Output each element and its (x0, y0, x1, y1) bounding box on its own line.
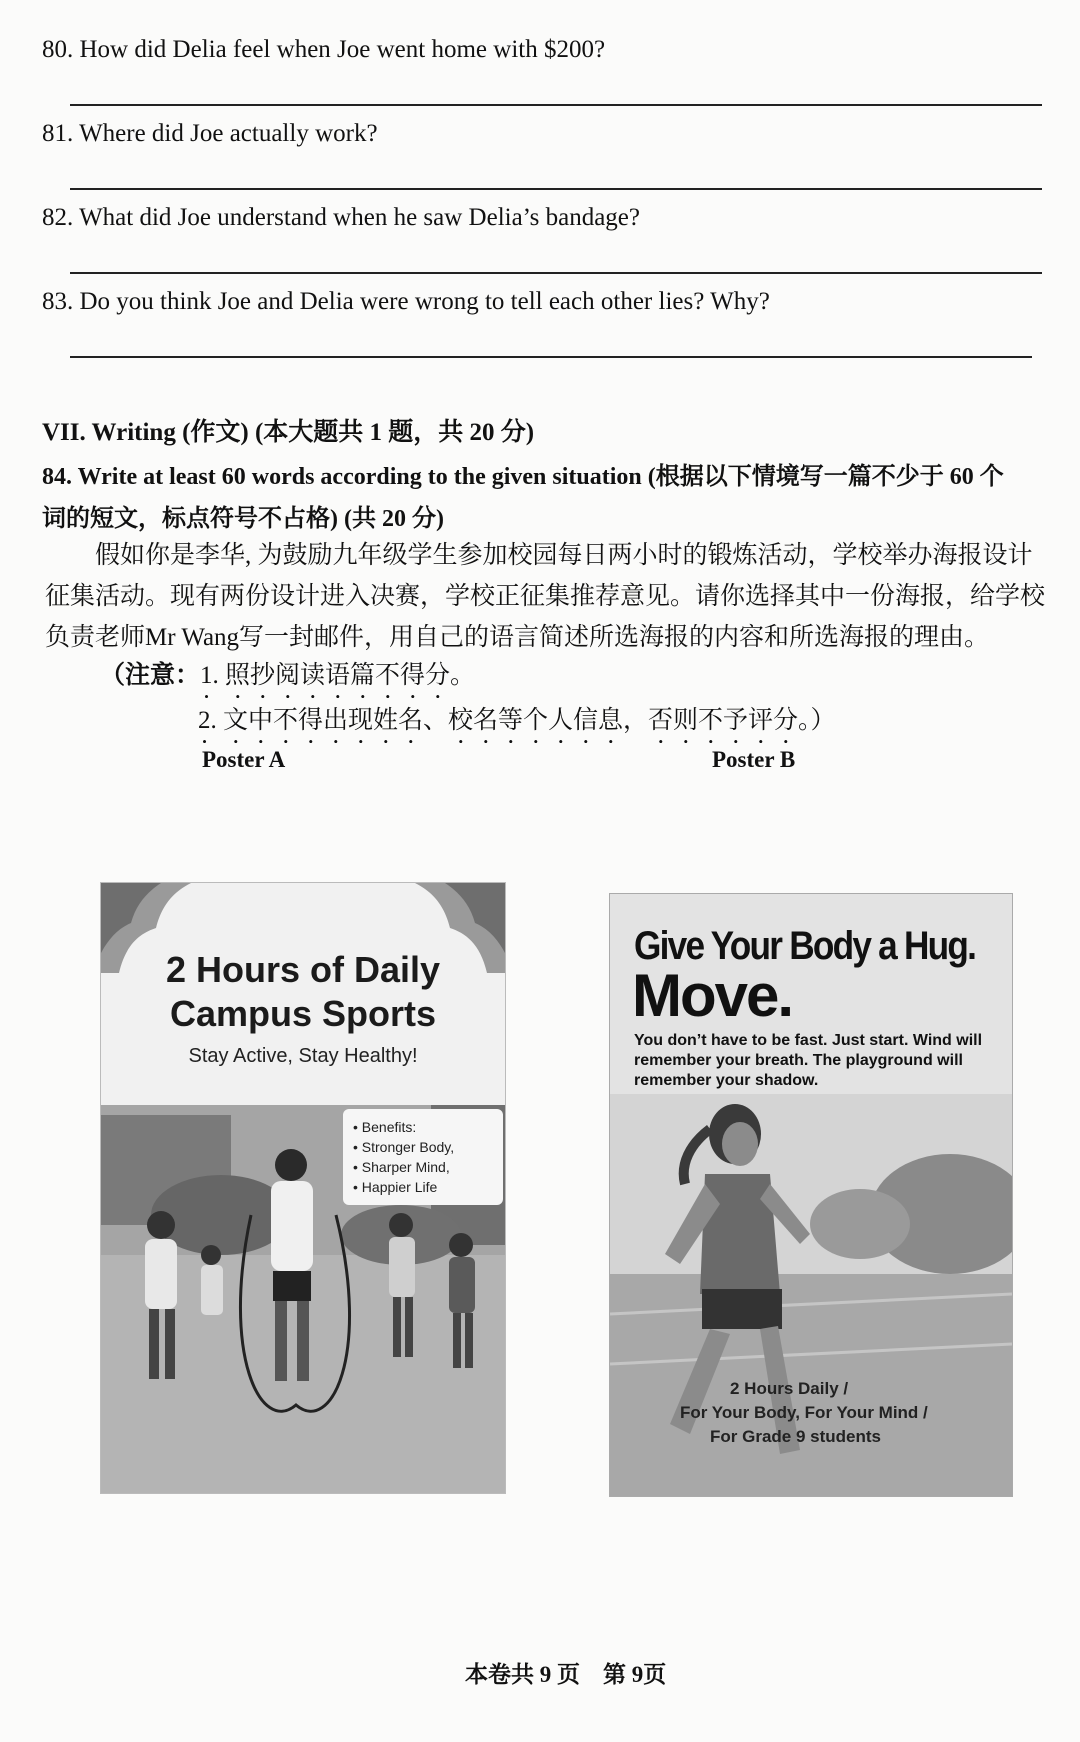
answer-line-80[interactable] (70, 104, 1042, 106)
poster-a-title-line-2: Campus Sports (169, 993, 437, 1034)
question-number: 82. (42, 204, 74, 231)
section-title: VII. Writing (作文) (本大题共 1 题，共 20 分) (42, 419, 535, 446)
poster-b-tag: For Your Body, For Your Mind / (680, 1403, 928, 1422)
poster-b-tag: 2 Hours Daily / (730, 1379, 849, 1398)
poster-b (609, 893, 1013, 1497)
poster-b-label: Poster B (712, 747, 796, 772)
question-text: What did Joe understand when he saw Delia’s bandage? (79, 204, 640, 231)
benefit-item: • Sharper Mind, (353, 1159, 450, 1175)
answer-line-82[interactable] (70, 272, 1042, 274)
poster-a (100, 882, 506, 1494)
benefit-item: • Stronger Body, (353, 1139, 455, 1155)
note-1: 1. 照抄阅读语篇不得分。 (200, 662, 476, 689)
poster-b-tagline: You don’t have to be fast. Just start. Wind will remember your breath. The playground will remember your shadow. (634, 1032, 983, 1089)
question-number: 81. (42, 120, 74, 147)
task-instruction-en: 84. Write at least 60 words according to the given situation (42, 464, 642, 490)
question-82 (42, 204, 640, 232)
poster-a-label: Poster A (202, 747, 286, 772)
poster-b-tags (680, 1377, 1000, 1449)
page-footer: 本卷共 9 页 第 9页 (465, 1662, 667, 1687)
answer-line-83[interactable] (70, 356, 1032, 358)
note-line-1 (100, 655, 475, 704)
task-line-1 (42, 456, 1004, 491)
question-83 (42, 288, 770, 316)
poster-a-subtitle: Stay Active, Stay Healthy! (188, 1045, 418, 1067)
task-line-2: 词的短文，标点符号不占格) (共 20 分) (42, 506, 444, 532)
situation-text: 假如你是李华, 为鼓励九年级学生参加校园每日两小时的锻炼活动，学校举办海报设计征集活动。现有两份设计进入决赛，学校正征集推荐意见。请你选择其中一份海报，给学校负责老师Mr Wang写一封邮件，用自己的语言简述所选海报的内容和所选海报的理由。 (45, 542, 1046, 651)
answer-line-81[interactable] (70, 188, 1042, 190)
question-text: Where did Joe actually work? (79, 120, 378, 147)
question-number: 83. (42, 288, 74, 315)
poster-b-move: Move. (632, 962, 793, 1029)
note-2: 2. 文中不得出现姓名、校名等个人信息，否则不予评分。） (198, 707, 836, 734)
question-80 (42, 36, 605, 64)
benefit-item: • Happier Life (353, 1179, 438, 1195)
question-number: 80. (42, 36, 74, 63)
note-line-2 (198, 700, 836, 749)
poster-a-title (101, 948, 505, 1036)
question-text: How did Delia feel when Joe went home with $200? (79, 36, 606, 63)
task-instruction-cn: (根据以下情境写一篇不少于 60 个 (647, 464, 1004, 490)
question-81 (42, 120, 378, 148)
note-prefix: （注意： (100, 662, 201, 689)
poster-b-headline: Give Your Body a Hug. (634, 924, 976, 968)
situation-paragraph (45, 535, 1045, 658)
question-text: Do you think Joe and Delia were wrong to tell each other lies? Why? (79, 288, 770, 315)
benefits-box (343, 1109, 503, 1205)
benefits-title: • Benefits: (353, 1119, 417, 1135)
poster-a-title-line-1: 2 Hours of Daily (165, 949, 441, 990)
poster-b-tag: For Grade 9 students (710, 1427, 881, 1446)
